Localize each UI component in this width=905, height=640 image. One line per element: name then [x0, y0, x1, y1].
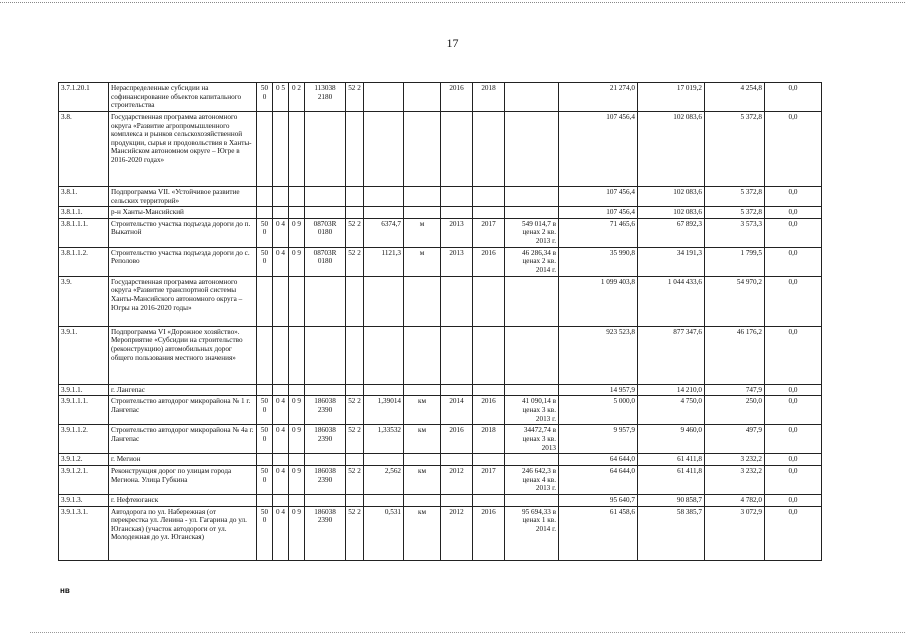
cell-v2: 3 232,2 — [705, 454, 765, 466]
cell-d — [305, 112, 346, 187]
cell-v2: 3 573,3 — [705, 218, 765, 247]
cell-cost — [505, 187, 559, 207]
cell-a — [257, 112, 273, 187]
cell-num: 3.9.1.3.1. — [59, 506, 109, 560]
cell-e — [346, 276, 364, 326]
cell-end: 2018 — [473, 83, 505, 112]
cell-name: Строительство автодорог микрорайона № 4а г. Лангепас — [109, 425, 257, 454]
cell-e: 52 2 — [346, 83, 364, 112]
cell-b: 0 5 — [273, 83, 289, 112]
cell-d — [305, 207, 346, 219]
cell-e — [346, 384, 364, 396]
cell-v3: 0,0 — [765, 207, 822, 219]
cell-v3: 0,0 — [765, 326, 822, 384]
table-row — [59, 396, 822, 425]
cell-total: 107 456,4 — [559, 187, 638, 207]
cell-c — [289, 454, 305, 466]
cell-b: 0 4 — [273, 465, 289, 494]
cell-cost: 246 642,3 в ценах 4 кв. 2013 г. — [505, 465, 559, 494]
cell-name: Строительство автодорог микрорайона № 1 г. Лангепас — [109, 396, 257, 425]
cell-v3: 0,0 — [765, 112, 822, 187]
cell-total: 107 456,4 — [559, 112, 638, 187]
table-row — [59, 494, 822, 506]
cell-v1: 4 750,0 — [638, 396, 705, 425]
cell-start: 2012 — [441, 506, 473, 560]
cell-e: 52 2 — [346, 465, 364, 494]
cell-v2: 46 176,2 — [705, 326, 765, 384]
cell-start — [441, 187, 473, 207]
cell-v3: 0,0 — [765, 494, 822, 506]
cell-end: 2017 — [473, 465, 505, 494]
cell-v1: 17 019,2 — [638, 83, 705, 112]
cell-a: 50 0 — [257, 218, 273, 247]
cell-a — [257, 326, 273, 384]
cell-d — [305, 187, 346, 207]
cell-unit — [404, 207, 441, 219]
cell-v1: 34 191,3 — [638, 247, 705, 276]
cell-qty — [364, 384, 404, 396]
cell-total: 9 957,9 — [559, 425, 638, 454]
cell-name: р-н Ханты-Мансийский — [109, 207, 257, 219]
cell-d: 08703R 0180 — [305, 218, 346, 247]
cell-unit — [404, 326, 441, 384]
table-row — [59, 207, 822, 219]
cell-b: 0 4 — [273, 247, 289, 276]
cell-v1: 61 411,8 — [638, 465, 705, 494]
cell-v3: 0,0 — [765, 454, 822, 466]
cell-v2: 497,9 — [705, 425, 765, 454]
cell-start — [441, 384, 473, 396]
cell-total: 923 523,8 — [559, 326, 638, 384]
cell-total: 64 644,0 — [559, 465, 638, 494]
cell-end — [473, 494, 505, 506]
cell-name: Автодорога по ул. Набережная (от перекрестка ул. Ленина - ул. Гагарина до ул. Юганская) (участок автодороги от ул. Молодежная до ул. Юганская) — [109, 506, 257, 560]
cell-total: 35 990,8 — [559, 247, 638, 276]
cell-e: 52 2 — [346, 506, 364, 560]
cell-qty: 0,531 — [364, 506, 404, 560]
cell-qty — [364, 187, 404, 207]
cell-c: 0 9 — [289, 247, 305, 276]
cell-unit: м — [404, 247, 441, 276]
cell-end — [473, 112, 505, 187]
cell-unit — [404, 454, 441, 466]
cell-d — [305, 326, 346, 384]
cell-start: 2016 — [441, 83, 473, 112]
cell-e: 52 2 — [346, 247, 364, 276]
cell-total: 14 957,9 — [559, 384, 638, 396]
table-row — [59, 83, 822, 112]
cell-name: Строительство участка подъезда дороги до с. Реполово — [109, 247, 257, 276]
cell-v2: 747,9 — [705, 384, 765, 396]
cell-qty: 1,39014 — [364, 396, 404, 425]
cell-num: 3.9. — [59, 276, 109, 326]
cell-unit: км — [404, 506, 441, 560]
cell-v2: 3 072,9 — [705, 506, 765, 560]
cell-start — [441, 494, 473, 506]
cell-num: 3.8. — [59, 112, 109, 187]
cell-start — [441, 112, 473, 187]
table-row — [59, 112, 822, 187]
cell-total: 64 644,0 — [559, 454, 638, 466]
cell-qty: 1,33532 — [364, 425, 404, 454]
cell-name: Нераспределенные субсидии на софинансирование объектов капитального строительства — [109, 83, 257, 112]
cell-end: 2017 — [473, 218, 505, 247]
table-row — [59, 425, 822, 454]
cell-c: 0 2 — [289, 83, 305, 112]
cell-qty — [364, 494, 404, 506]
cell-b — [273, 384, 289, 396]
cell-qty — [364, 83, 404, 112]
cell-e — [346, 207, 364, 219]
cell-v1: 1 044 433,6 — [638, 276, 705, 326]
cell-a — [257, 494, 273, 506]
cell-start: 2014 — [441, 396, 473, 425]
cell-total: 107 456,4 — [559, 207, 638, 219]
cell-d: 186038 2390 — [305, 465, 346, 494]
table-body — [59, 83, 822, 561]
cell-v3: 0,0 — [765, 83, 822, 112]
cell-a — [257, 384, 273, 396]
cell-v2: 4 254,8 — [705, 83, 765, 112]
scan-border-bottom — [30, 632, 905, 634]
cell-v1: 102 083,6 — [638, 187, 705, 207]
cell-d — [305, 276, 346, 326]
cell-end: 2016 — [473, 506, 505, 560]
cell-v2: 5 372,8 — [705, 207, 765, 219]
cell-name: Строительство участка подъезда дороги до п. Выкатной — [109, 218, 257, 247]
cell-end — [473, 207, 505, 219]
cell-unit — [404, 384, 441, 396]
cell-b — [273, 494, 289, 506]
cell-d: 186038 2390 — [305, 425, 346, 454]
cell-e: 52 2 — [346, 396, 364, 425]
cell-num: 3.9.1.2. — [59, 454, 109, 466]
cell-num: 3.9.1.1. — [59, 384, 109, 396]
cell-v3: 0,0 — [765, 218, 822, 247]
cell-d — [305, 494, 346, 506]
cell-v1: 102 083,6 — [638, 112, 705, 187]
cell-cost: 549 014,7 в ценах 2 кв. 2013 г. — [505, 218, 559, 247]
cell-unit — [404, 276, 441, 326]
cell-b — [273, 112, 289, 187]
cell-b: 0 4 — [273, 506, 289, 560]
cell-end — [473, 454, 505, 466]
cell-unit: км — [404, 396, 441, 425]
cell-num: 3.7.1.20.1 — [59, 83, 109, 112]
cell-qty: 6374,7 — [364, 218, 404, 247]
cell-num: 3.9.1.1.1. — [59, 396, 109, 425]
cell-cost — [505, 207, 559, 219]
footer-mark: нв — [60, 586, 70, 595]
cell-e: 52 2 — [346, 425, 364, 454]
cell-b — [273, 187, 289, 207]
cell-cost — [505, 384, 559, 396]
cell-d: 113038 2180 — [305, 83, 346, 112]
cell-v1: 877 347,6 — [638, 326, 705, 384]
cell-b — [273, 207, 289, 219]
cell-cost — [505, 276, 559, 326]
cell-b: 0 4 — [273, 218, 289, 247]
cell-v2: 4 782,0 — [705, 494, 765, 506]
cell-e — [346, 187, 364, 207]
cell-total: 71 465,6 — [559, 218, 638, 247]
cell-v2: 5 372,8 — [705, 112, 765, 187]
cell-name: Подпрограмма VI «Дорожное хозяйство». Мероприятие «Субсидии на строительство (реконструкцию) автомобильных дорог общего пользования местного значения» — [109, 326, 257, 384]
cell-c — [289, 326, 305, 384]
cell-c — [289, 112, 305, 187]
cell-b — [273, 326, 289, 384]
table-row — [59, 276, 822, 326]
cell-qty — [364, 326, 404, 384]
table-row — [59, 187, 822, 207]
cell-qty — [364, 112, 404, 187]
cell-v3: 0,0 — [765, 425, 822, 454]
cell-e — [346, 454, 364, 466]
cell-name: г. Лангепас — [109, 384, 257, 396]
cell-d — [305, 384, 346, 396]
cell-cost — [505, 454, 559, 466]
table-row — [59, 218, 822, 247]
cell-c: 0 9 — [289, 506, 305, 560]
cell-end — [473, 384, 505, 396]
cell-v1: 9 460,0 — [638, 425, 705, 454]
cell-v3: 0,0 — [765, 276, 822, 326]
cell-name: Реконструкция дорог по улицам города Мегиона. Улица Губкина — [109, 465, 257, 494]
cell-c — [289, 276, 305, 326]
cell-v3: 0,0 — [765, 384, 822, 396]
cell-a — [257, 454, 273, 466]
cell-name: г. Нефтеюганск — [109, 494, 257, 506]
cell-end — [473, 276, 505, 326]
cell-v2: 250,0 — [705, 396, 765, 425]
table-row — [59, 326, 822, 384]
cell-e — [346, 112, 364, 187]
cell-v2: 1 799,5 — [705, 247, 765, 276]
cell-e: 52 2 — [346, 218, 364, 247]
cell-num: 3.9.1.3. — [59, 494, 109, 506]
cell-v1: 90 858,7 — [638, 494, 705, 506]
cell-b — [273, 276, 289, 326]
cell-a — [257, 207, 273, 219]
cell-qty — [364, 276, 404, 326]
cell-c — [289, 207, 305, 219]
cell-a — [257, 276, 273, 326]
cell-c: 0 9 — [289, 218, 305, 247]
table-row — [59, 454, 822, 466]
cell-cost: 41 090,14 в ценах 3 кв. 2013 г. — [505, 396, 559, 425]
cell-c — [289, 187, 305, 207]
cell-end — [473, 187, 505, 207]
cell-name: Подпрограмма VII. «Устойчивое развитие сельских территорий» — [109, 187, 257, 207]
cell-name: г. Мегион — [109, 454, 257, 466]
cell-v2: 5 372,8 — [705, 187, 765, 207]
cell-a: 50 0 — [257, 425, 273, 454]
cell-qty: 1121,3 — [364, 247, 404, 276]
cell-v3: 0,0 — [765, 465, 822, 494]
cell-start: 2016 — [441, 425, 473, 454]
cell-cost: 95 694,33 в ценах 1 кв. 2014 г. — [505, 506, 559, 560]
cell-c: 0 9 — [289, 425, 305, 454]
cell-name: Государственная программа автономного округа «Развитие транспортной системы Ханты-Мансийского автономного округа – Югры на 2016-2020 годы» — [109, 276, 257, 326]
cell-v2: 3 232,2 — [705, 465, 765, 494]
cell-start — [441, 276, 473, 326]
cell-num: 3.9.1. — [59, 326, 109, 384]
cell-total: 61 458,6 — [559, 506, 638, 560]
table-row — [59, 506, 822, 560]
cell-cost — [505, 494, 559, 506]
cell-unit — [404, 494, 441, 506]
cell-cost — [505, 83, 559, 112]
cell-num: 3.8.1. — [59, 187, 109, 207]
cell-num: 3.9.1.2.1. — [59, 465, 109, 494]
cell-a: 50 0 — [257, 465, 273, 494]
cell-num: 3.8.1.1.2. — [59, 247, 109, 276]
cell-v1: 14 210,0 — [638, 384, 705, 396]
cell-c — [289, 384, 305, 396]
cell-v3: 0,0 — [765, 247, 822, 276]
cell-a: 50 0 — [257, 506, 273, 560]
table-row — [59, 247, 822, 276]
cell-cost — [505, 326, 559, 384]
cell-a: 50 0 — [257, 247, 273, 276]
cell-unit — [404, 187, 441, 207]
cell-b: 0 4 — [273, 425, 289, 454]
cell-a — [257, 187, 273, 207]
cell-total: 5 000,0 — [559, 396, 638, 425]
cell-v3: 0,0 — [765, 506, 822, 560]
page-number: 17 — [446, 36, 459, 50]
cell-start — [441, 207, 473, 219]
cell-v1: 61 411,8 — [638, 454, 705, 466]
cell-e — [346, 494, 364, 506]
cell-start — [441, 326, 473, 384]
table-row — [59, 384, 822, 396]
cell-v1: 102 083,6 — [638, 207, 705, 219]
cell-qty — [364, 207, 404, 219]
cell-end: 2018 — [473, 425, 505, 454]
cell-unit: км — [404, 425, 441, 454]
cell-qty — [364, 454, 404, 466]
cell-name: Государственная программа автономного округа «Развитие агропромышленного комплекса и рынков сельскохозяйственной продукции, сырья и продовольствия в Ханты-Мансийском автономном округе – Югре в 2016-2020 годах» — [109, 112, 257, 187]
cell-e — [346, 326, 364, 384]
scan-border-top — [0, 2, 905, 4]
cell-d: 08703R 0180 — [305, 247, 346, 276]
table-row — [59, 465, 822, 494]
cell-start: 2012 — [441, 465, 473, 494]
cell-total: 1 099 403,8 — [559, 276, 638, 326]
cell-total: 21 274,0 — [559, 83, 638, 112]
cell-a: 50 0 — [257, 396, 273, 425]
cell-start — [441, 454, 473, 466]
cell-unit: м — [404, 218, 441, 247]
cell-start: 2013 — [441, 218, 473, 247]
cell-c — [289, 494, 305, 506]
cell-end — [473, 326, 505, 384]
cell-b: 0 4 — [273, 396, 289, 425]
cell-a: 50 0 — [257, 83, 273, 112]
cell-num: 3.8.1.1. — [59, 207, 109, 219]
cell-num: 3.8.1.1.1. — [59, 218, 109, 247]
cell-v1: 58 385,7 — [638, 506, 705, 560]
cell-b — [273, 454, 289, 466]
budget-table — [58, 82, 822, 561]
cell-cost: 34472,74 в ценах 3 кв. 2013 — [505, 425, 559, 454]
cell-d: 186038 2390 — [305, 506, 346, 560]
cell-d — [305, 454, 346, 466]
cell-unit — [404, 112, 441, 187]
cell-end: 2016 — [473, 247, 505, 276]
cell-v1: 67 892,3 — [638, 218, 705, 247]
cell-c: 0 9 — [289, 396, 305, 425]
cell-total: 95 640,7 — [559, 494, 638, 506]
cell-cost — [505, 112, 559, 187]
cell-v2: 54 970,2 — [705, 276, 765, 326]
cell-d: 186038 2390 — [305, 396, 346, 425]
cell-qty: 2,562 — [364, 465, 404, 494]
cell-unit — [404, 83, 441, 112]
cell-num: 3.9.1.1.2. — [59, 425, 109, 454]
cell-start: 2013 — [441, 247, 473, 276]
cell-unit: км — [404, 465, 441, 494]
cell-end: 2016 — [473, 396, 505, 425]
cell-v3: 0,0 — [765, 396, 822, 425]
cell-v3: 0,0 — [765, 187, 822, 207]
cell-cost: 46 286,34 в ценах 2 кв. 2014 г. — [505, 247, 559, 276]
cell-c: 0 9 — [289, 465, 305, 494]
